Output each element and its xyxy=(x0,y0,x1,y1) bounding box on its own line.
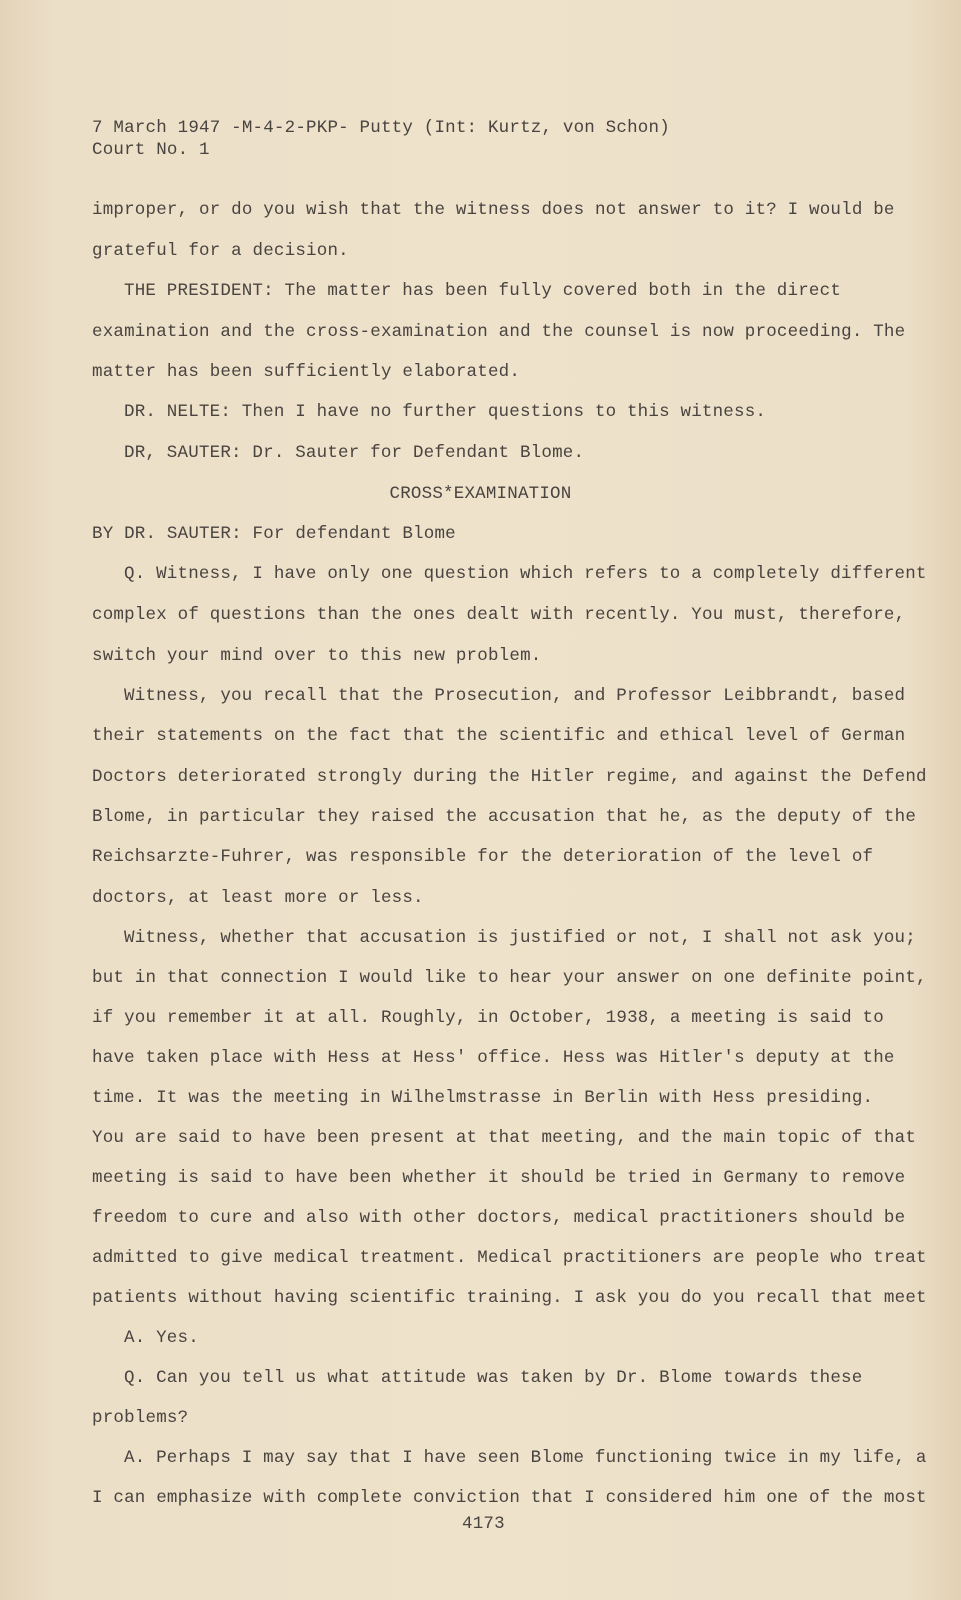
text-line: examination and the cross-examination and the counsel is now proceeding. The xyxy=(92,322,906,342)
text-line: You are said to have been present at that meeting, and the main topic of that xyxy=(92,1128,917,1148)
answer-line: A. Yes. xyxy=(124,1328,199,1348)
text-line: have taken place with Hess at Hess' office. Hess was Hitler's deputy at the xyxy=(92,1048,895,1068)
section-heading: CROSS*EXAMINATION xyxy=(389,484,572,504)
text-line: if you remember it at all. Roughly, in October, 1938, a meeting is said to xyxy=(92,1008,884,1028)
header-date-line: 7 March 1947 -M-4-2-PKP- Putty (Int: Kurtz, von Schon) xyxy=(92,118,670,138)
text-line: matter has been sufficiently elaborated. xyxy=(92,362,521,382)
text-line: BY DR. SAUTER: For defendant Blome xyxy=(92,524,456,544)
question-line: Q. Can you tell us what attitude was taken by Dr. Blome towards these xyxy=(124,1368,863,1388)
text-line: but in that connection I would like to hear your answer on one definite point, xyxy=(92,968,927,988)
text-line: time. It was the meeting in Wilhelmstrasse in Berlin with Hess presiding. xyxy=(92,1088,874,1108)
text-line: Reichsarzte-Fuhrer, was responsible for the deterioration of the level of xyxy=(92,847,874,867)
text-line: problems? xyxy=(92,1408,189,1428)
text-line: improper, or do you wish that the witness does not answer to it? I would be xyxy=(92,200,895,220)
text-line: Witness, you recall that the Prosecution, and Professor Leibbrandt, based xyxy=(124,686,906,706)
text-line: meeting is said to have been whether it should be tried in Germany to remove xyxy=(92,1168,906,1188)
text-line: patients without having scientific training. I ask you do you recall that meet xyxy=(92,1288,927,1308)
text-line: Blome, in particular they raised the accusation that he, as the deputy of the xyxy=(92,807,917,827)
answer-line: A. Perhaps I may say that I have seen Blome functioning twice in my life, a xyxy=(124,1448,927,1468)
text-line: DR. NELTE: Then I have no further questions to this witness. xyxy=(124,402,767,422)
text-line: their statements on the fact that the scientific and ethical level of German xyxy=(92,726,906,746)
text-line: doctors, at least more or less. xyxy=(92,888,424,908)
text-line: DR, SAUTER: Dr. Sauter for Defendant Blome. xyxy=(124,443,585,463)
text-line: freedom to cure and also with other doctors, medical practitioners should be xyxy=(92,1208,906,1228)
text-line: Witness, whether that accusation is justified or not, I shall not ask you; xyxy=(124,928,916,948)
text-line: I can emphasize with complete conviction that I considered him one of the most xyxy=(92,1488,927,1508)
text-line: complex of questions than the ones dealt with recently. You must, therefore, xyxy=(92,605,906,625)
header-court: Court No. 1 xyxy=(92,140,210,160)
text-line: switch your mind over to this new problem. xyxy=(92,646,542,666)
page-number: 4173 xyxy=(462,1514,505,1534)
text-line: admitted to give medical treatment. Medical practitioners are people who treat xyxy=(92,1248,927,1268)
text-line: THE PRESIDENT: The matter has been fully covered both in the direct xyxy=(124,281,842,301)
text-line: grateful for a decision. xyxy=(92,241,349,261)
text-line: Q. Witness, I have only one question which refers to a completely different xyxy=(124,564,927,584)
text-line: Doctors deteriorated strongly during the Hitler regime, and against the Defend xyxy=(92,767,927,787)
